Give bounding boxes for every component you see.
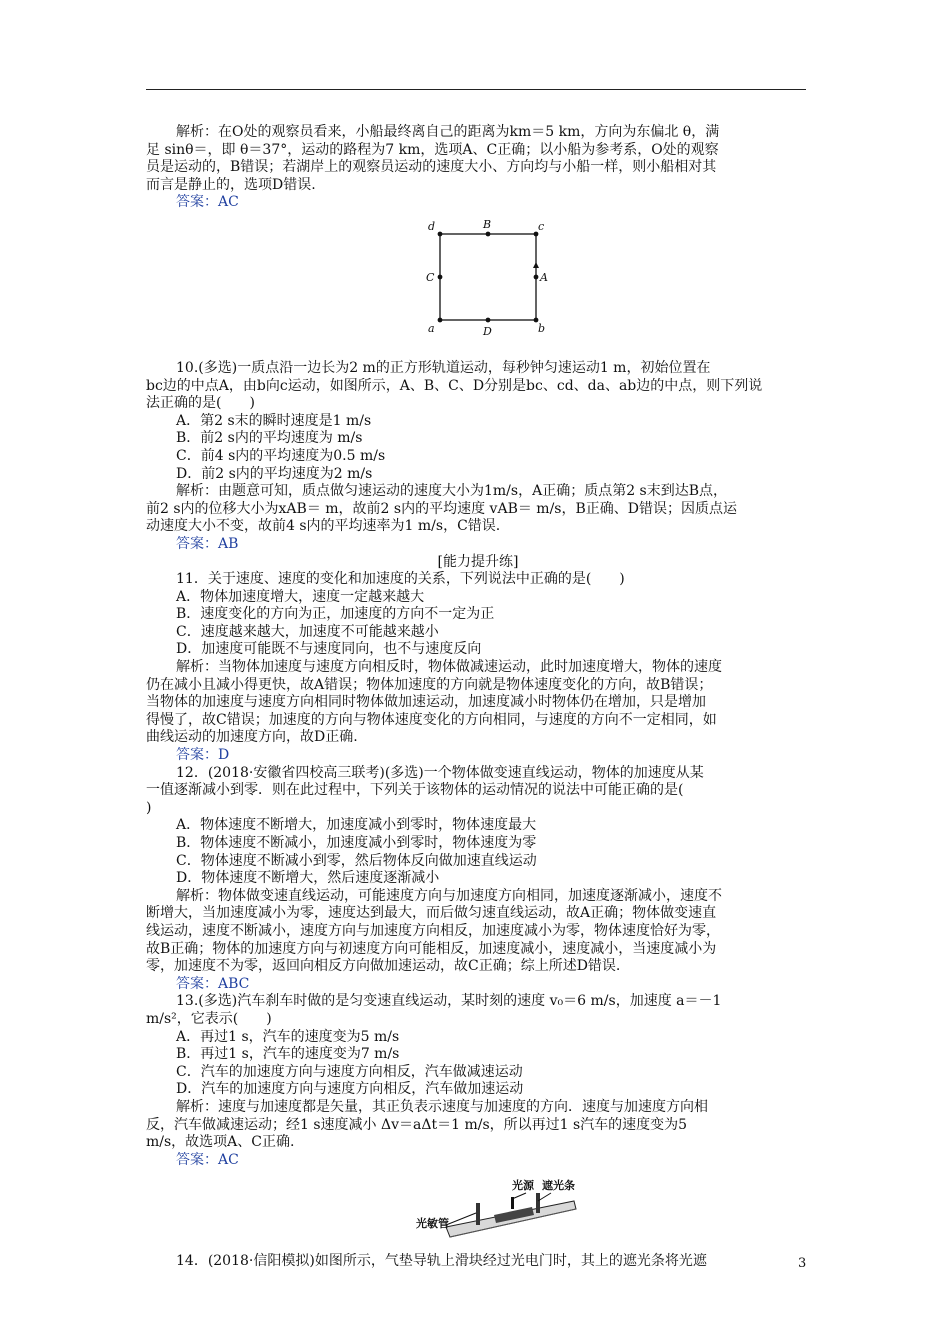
q13-stem: m/s²，它表示( ) — [146, 1010, 272, 1027]
arrow-up-icon — [533, 262, 539, 268]
section-heading: [能力提升练] — [437, 553, 519, 570]
label-D: D — [483, 324, 492, 338]
q9-solution-line: 而言是静止的，选项D错误. — [146, 176, 316, 193]
label-A: A — [540, 270, 548, 284]
q12-stem: 一值逐渐减小到零．则在此过程中，下列关于该物体的运动情况的说法中可能正确的是( — [146, 782, 684, 799]
q11-option-c: C．速度越来越大，加速度不可能越来越小 — [176, 623, 439, 640]
q12-option-b: B．物体速度不断减小，加速度减小到零时，物体速度为零 — [176, 835, 537, 851]
q13-stem: 13.(多选)汽车刹车时做的是匀变速直线运动，某时刻的速度 v₀＝6 m/s，加速度 a＝－1 — [176, 993, 722, 1010]
q11-solution: 得慢了，故C错误；加速度的方向与物体速度变化的方向相同，与速度的方向不一定相同，如 — [146, 711, 717, 728]
q13-solution: m/s，故选项A、C正确. — [146, 1134, 295, 1151]
q10-solution: 解析：由题意可知，质点做匀速运动的速度大小为1m/s，A正确；质点第2 s末到达B点， — [176, 483, 728, 500]
page-content — [146, 124, 810, 1271]
square-track-diagram — [424, 216, 548, 338]
q10-stem: 法正确的是( ) — [146, 395, 255, 412]
label-photo-tube: 光敏管 — [416, 1217, 449, 1231]
q13-option-c: C．汽车的加速度方向与速度方向相反，汽车做减速运动 — [176, 1063, 523, 1080]
q11-option-d: D．加速度可能既不与速度同向，也不与速度反向 — [176, 641, 482, 658]
q9-solution-line: 足 sinθ＝，即 θ＝37°，运动的路程为7 km，选项A、C正确；以小船为参考系，O处的观察 — [146, 141, 719, 158]
q10-option-d: D．前2 s内的平均速度为2 m/s — [176, 465, 373, 482]
q11-option-b: B．速度变化的方向为正，加速度的方向不一定为正 — [176, 606, 495, 623]
air-track-diagram — [416, 1175, 586, 1249]
q9-answer: 答案：AC — [176, 194, 239, 211]
label-d: d — [428, 219, 436, 233]
q10-solution: 动速度大小不变，故前4 s内的平均速率为1 m/s，C错误. — [146, 518, 501, 535]
q12-option-c: C．物体速度不断减小到零，然后物体反向做加速直线运动 — [176, 852, 537, 869]
q13-option-a: A．再过1 s，汽车的速度变为5 m/s — [176, 1028, 400, 1045]
square-track-figure — [146, 212, 810, 360]
q12-stem: ) — [146, 799, 152, 816]
q11-answer: 答案：D — [176, 747, 230, 764]
q11-option-a: A．物体加速度增大，速度一定越来越大 — [176, 588, 425, 605]
label-a: a — [428, 321, 435, 335]
q10-stem: 10.(多选)一质点沿一边长为2 m的正方形轨道运动，每秒钟匀速运动1 m，初始位置在 — [176, 359, 711, 376]
q12-option-d: D．物体速度不断增大，然后速度逐渐减小 — [176, 870, 440, 887]
label-c: c — [538, 219, 545, 233]
q11-solution: 仍在减小且减小得更快，故A错误；物体加速度的方向就是物体速度变化的方向，故B错误； — [146, 676, 713, 693]
q13-solution: 解析：速度与加速度都是矢量，其正负表示速度与加速度的方向．速度与加速度方向相 — [176, 1098, 708, 1115]
label-C: C — [426, 270, 435, 284]
q10-option-b: B．前2 s内的平均速度为 m/s — [176, 430, 363, 447]
q12-solution: 故B正确；物体的加速度方向与初速度方向可能相反，加速度减小，速度减小，当速度减小为 — [146, 940, 717, 957]
q9-solution-line: 解析：在O处的观察员看来，小船最终离自己的距离为km＝5 km，方向为东偏北 θ，满 — [176, 124, 720, 140]
q11-stem: 11．关于速度、速度的变化和加速度的关系，下列说法中正确的是( ) — [176, 571, 625, 588]
q12-stem: 12．(2018·安徽省四校高三联考)(多选)一个物体做变速直线运动，物体的加速度从某 — [176, 764, 704, 781]
q11-solution: 解析：当物体加速度与速度方向相反时，物体做减速运动，此时加速度增大，物体的速度 — [176, 659, 722, 676]
q12-option-a: A．物体速度不断增大，加速度减小到零时，物体速度最大 — [176, 817, 537, 834]
q12-solution: 解析：物体做变速直线运动，可能速度方向与加速度方向相同，加速度逐渐减小，速度不 — [176, 887, 722, 904]
q10-answer: 答案：AB — [176, 535, 239, 552]
q13-option-b: B．再过1 s，汽车的速度变为7 m/s — [176, 1046, 400, 1063]
label-b: b — [538, 321, 546, 335]
q13-solution: 反，汽车做减速运动；经1 s速度减小 Δv＝aΔt＝1 m/s，所以再过1 s汽车的速度变为5 — [146, 1116, 688, 1133]
q13-option-d: D．汽车的加速度方向与速度方向相反，汽车做加速运动 — [176, 1081, 524, 1098]
page-number: 3 — [798, 1256, 807, 1271]
q12-solution: 线运动，速度不断减小，速度方向与加速度方向相反，加速度减小为零，物体速度恰好为零， — [146, 922, 720, 939]
air-track-figure — [146, 1169, 810, 1253]
q10-option-a: A．第2 s末的瞬时速度是1 m/s — [176, 412, 372, 429]
q10-stem: bc边的中点A，由b向c运动，如图所示，A、B、C、D分别是bc、cd、da、ab边的中点，则下列说 — [146, 377, 763, 394]
q12-solution: 断增大，当加速度减小为零，速度达到最大，而后做匀速直线运动，故A正确；物体做变速直 — [146, 905, 717, 922]
label-shading-strip: 遮光条 — [542, 1179, 575, 1193]
q11-solution: 曲线运动的加速度方向，故D正确. — [146, 729, 358, 746]
q12-solution: 零，加速度不为零，返回向相反方向做加速运动，故C正确；综上所述D错误. — [146, 958, 621, 975]
q9-solution-line: 员是运动的，B错误；若湖岸上的观察员运动的速度大小、方向均与小船一样，则小船相对其 — [146, 159, 717, 176]
label-light-source: 光源 — [512, 1179, 534, 1193]
q10-solution: 前2 s内的位移大小为xAB＝ m，故前2 s内的平均速度 vAB＝ m/s，B正确、D错误；因质点运 — [146, 500, 737, 517]
q10-option-c: C．前4 s内的平均速度为0.5 m/s — [176, 447, 386, 464]
q11-solution: 当物体的加速度与速度方向相同时物体做加速运动，加速度减小时物体仍在增加，只是增加 — [146, 694, 706, 711]
q14-stem: 14．(2018·信阳模拟)如图所示，气垫导轨上滑块经过光电门时，其上的遮光条将光遮 — [176, 1253, 707, 1270]
q12-answer: 答案：ABC — [176, 975, 250, 992]
label-B: B — [483, 217, 492, 231]
header-rule — [146, 89, 806, 90]
q13-answer: 答案：AC — [176, 1151, 239, 1168]
